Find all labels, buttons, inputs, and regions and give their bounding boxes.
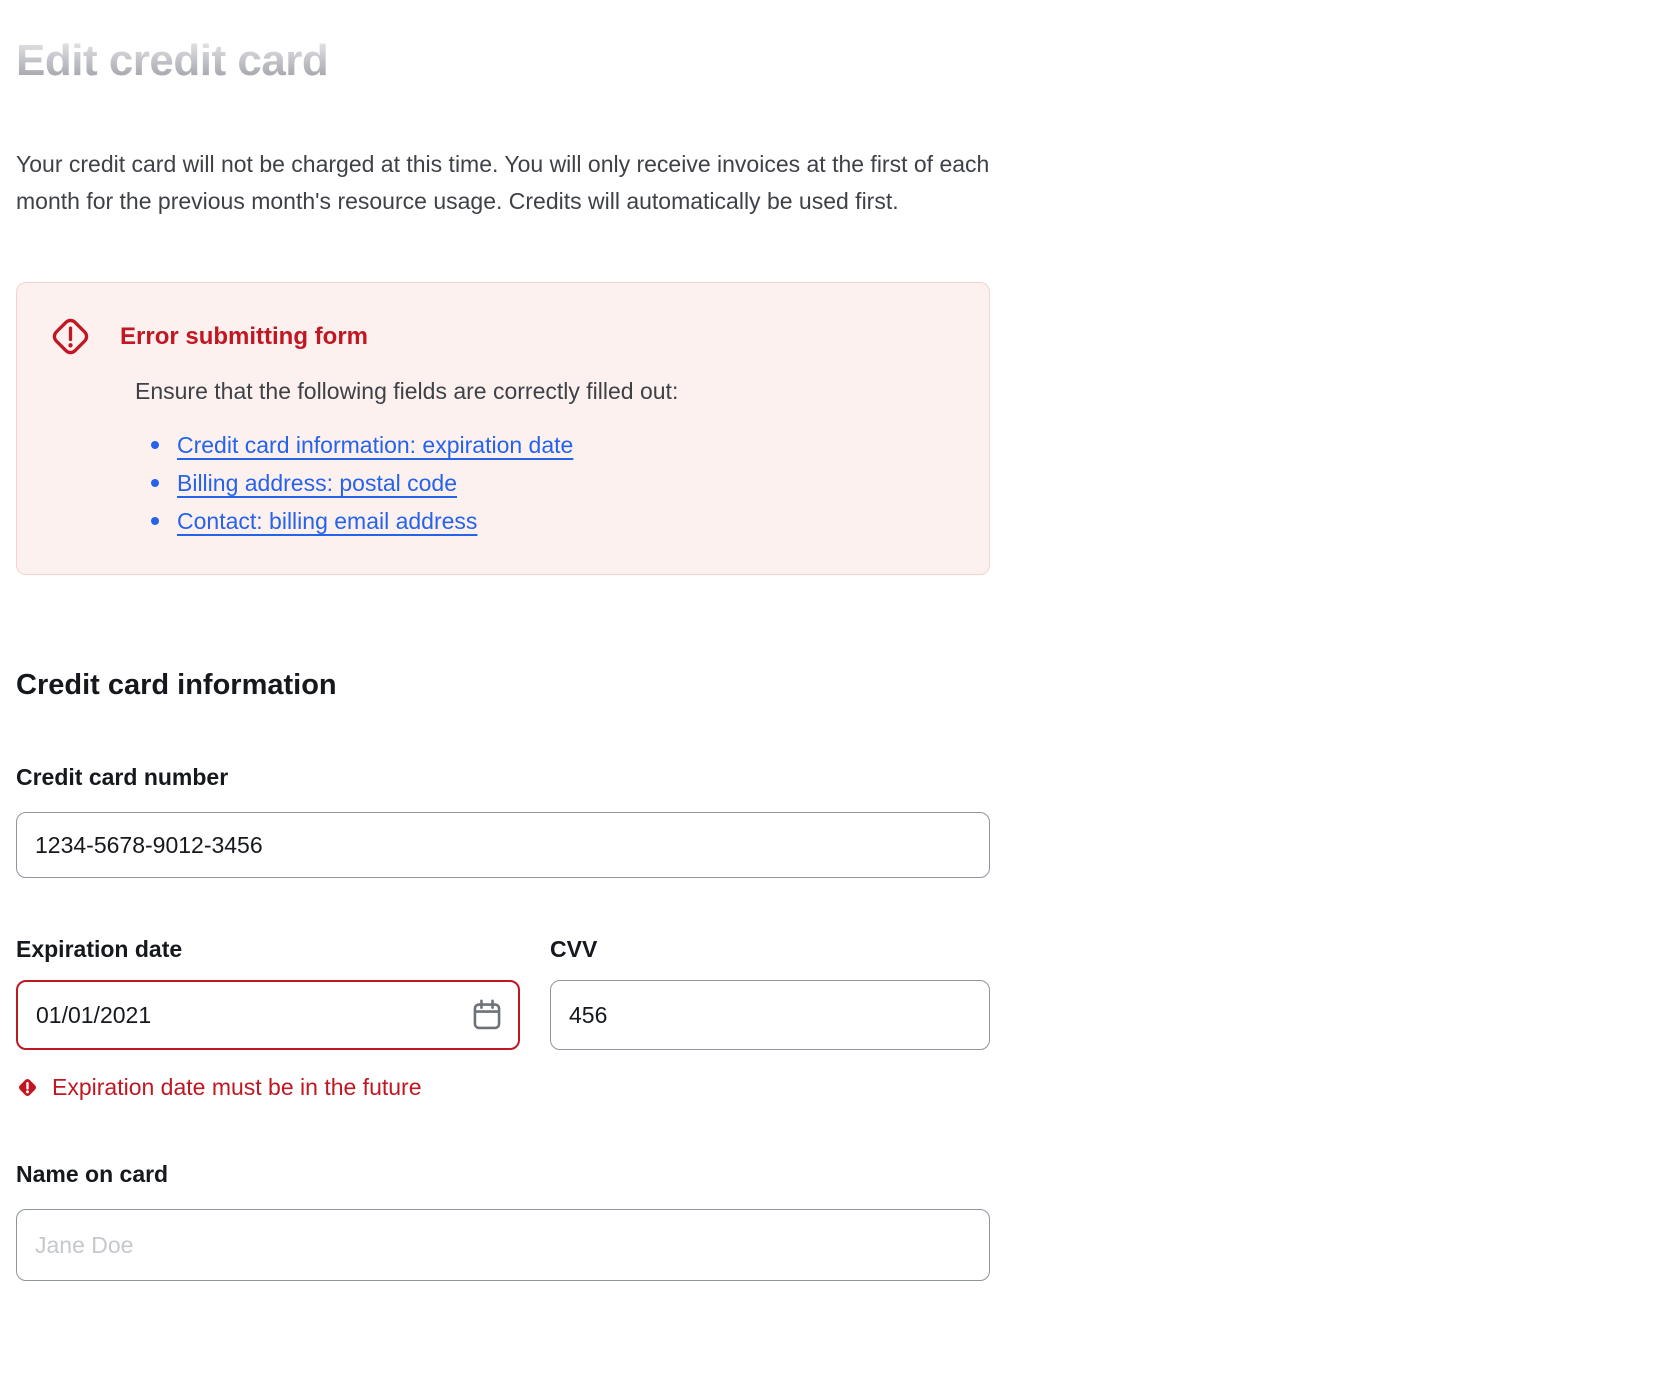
alert-description: Ensure that the following fields are correctly filled out: xyxy=(135,378,679,404)
expiration-error-row xyxy=(16,1074,520,1101)
page-title: Edit credit card xyxy=(16,36,990,86)
edit-credit-card-page xyxy=(0,36,990,1281)
link-postal-code-error[interactable]: Billing address: postal code xyxy=(177,470,457,496)
cvv-field xyxy=(550,936,990,1101)
link-expiration-date-error[interactable]: Credit card information: expiration date xyxy=(177,432,574,458)
viewport-bottom-fade xyxy=(0,1298,1672,1376)
expiration-date-label: Expiration date xyxy=(16,936,183,962)
intro-text: Your credit card will not be charged at this time. You will only receive invoices at the first of each month for the previous month's resource usage. Credits will automatically be used first. xyxy=(16,151,990,214)
expiration-error-text: Expiration date must be in the future xyxy=(52,1074,422,1100)
list-item xyxy=(135,426,957,464)
error-alert xyxy=(16,282,990,575)
card-number-input[interactable] xyxy=(16,812,990,878)
alert-error-links xyxy=(135,426,957,540)
section-title-credit-card-information: Credit card information xyxy=(16,669,337,701)
cvv-label: CVV xyxy=(550,936,598,962)
expiration-field xyxy=(16,936,520,1101)
list-item xyxy=(135,502,957,540)
link-billing-email-error[interactable]: Contact: billing email address xyxy=(177,508,478,534)
cvv-input[interactable] xyxy=(550,980,990,1050)
name-on-card-label: Name on card xyxy=(16,1161,169,1187)
error-diamond-icon xyxy=(16,1076,39,1099)
card-number-label: Credit card number xyxy=(16,764,229,790)
alert-title: Error submitting form xyxy=(120,322,369,350)
expiration-date-input[interactable] xyxy=(16,980,520,1050)
calendar-icon[interactable] xyxy=(472,999,502,1031)
list-item xyxy=(135,464,957,502)
name-on-card-input[interactable] xyxy=(16,1209,990,1281)
alert-diamond-icon xyxy=(47,313,94,360)
